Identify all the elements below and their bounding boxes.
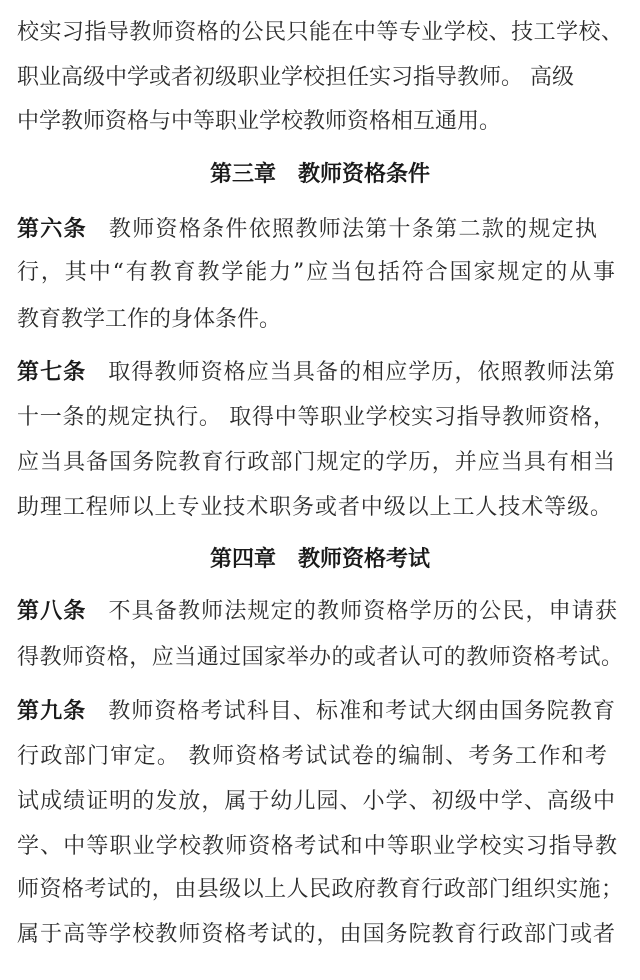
article-text: 不具备教师法规定的教师资格学历的公民，申请获 — [108, 599, 617, 624]
article-8-line — [17, 597, 617, 627]
text-line: 教育教学工作的身体条件。 — [17, 307, 282, 332]
chapter-title: 教师资格考试 — [298, 547, 431, 572]
text-line: 行，其中“有教育教学能力”应当包括符合国家规定的从事 — [17, 260, 615, 285]
text-line: 师资格考试的，由县级以上人民政府教育行政部门组织实施； — [17, 877, 623, 902]
article-text: 取得教师资格应当具备的相应学历，依照教师法第 — [108, 360, 615, 385]
chapter-number: 第三章 — [209, 162, 276, 187]
text-line: 中学教师资格与中等职业学校教师资格相互通用。 — [17, 109, 502, 134]
article-label: 第九条 — [17, 699, 87, 724]
article-label: 第八条 — [17, 599, 87, 624]
article-label: 第七条 — [17, 360, 87, 385]
article-text: 教师资格考试科目、标准和考试大纲由国务院教育 — [108, 699, 615, 724]
article-6-line — [17, 215, 597, 245]
chapter-heading — [0, 160, 640, 190]
article-label: 第六条 — [17, 217, 87, 242]
text-line: 属于高等学校教师资格考试的，由国务院教育行政部门或者 — [17, 922, 615, 947]
article-7-line — [17, 358, 615, 388]
text-line: 试成绩证明的发放，属于幼儿园、小学、初级中学、高级中 — [17, 789, 615, 814]
text-line: 应当具备国务院教育行政部门规定的学历，并应当具有相当 — [17, 450, 615, 475]
chapter-number: 第四章 — [209, 547, 276, 572]
text-line: 校实习指导教师资格的公民只能在中等专业学校、技工学校、 — [17, 20, 623, 45]
chapter-heading — [0, 545, 640, 575]
text-line: 职业高级中学或者初级职业学校担任实习指导教师。 高级 — [17, 65, 574, 90]
text-line: 十一条的规定执行。 取得中等职业学校实习指导教师资格， — [17, 405, 615, 430]
article-9-line — [17, 697, 615, 727]
article-text: 教师资格条件依照教师法第十条第二款的规定执 — [108, 217, 597, 242]
text-line: 助理工程师以上专业技术职务或者中级以上工人技术等级。 — [17, 495, 612, 520]
text-line: 得教师资格，应当通过国家举办的或者认可的教师资格考试。 — [17, 645, 623, 670]
text-line: 行政部门审定。 教师资格考试试卷的编制、考务工作和考 — [17, 744, 607, 769]
chapter-title: 教师资格条件 — [298, 162, 431, 187]
text-line: 学、中等职业学校教师资格考试和中等职业学校实习指导教 — [17, 834, 617, 859]
